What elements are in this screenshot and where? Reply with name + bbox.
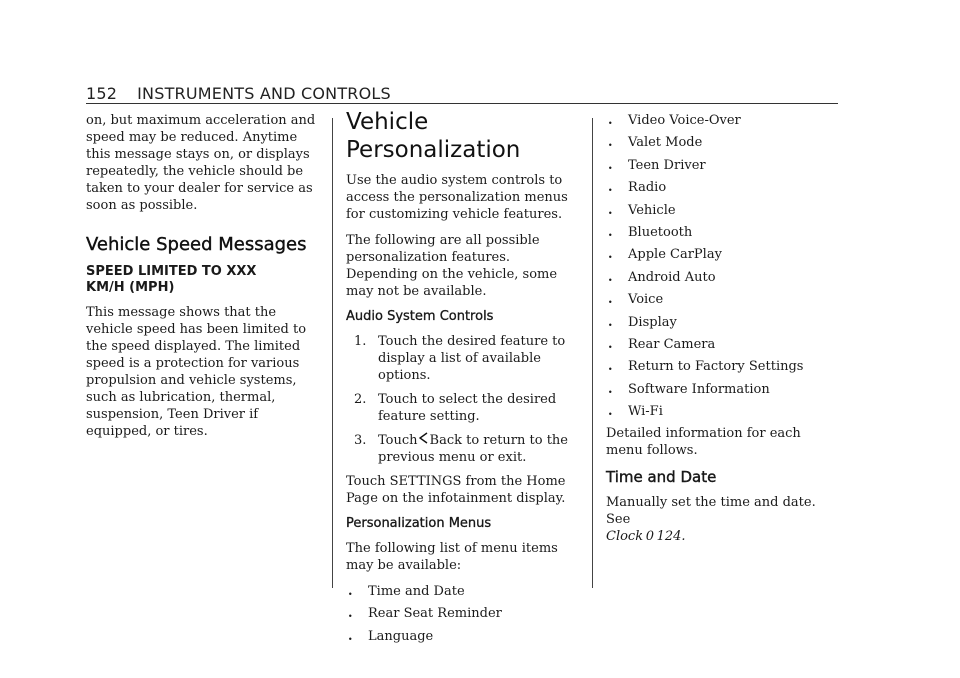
section-title: INSTRUMENTS AND CONTROLS xyxy=(137,84,391,103)
paragraph-time-date xyxy=(606,494,838,545)
message-title-line1: SPEED LIMITED TO XXX xyxy=(86,264,257,279)
column-3 xyxy=(606,112,838,554)
running-header xyxy=(86,84,838,104)
list-item: . Vehicle xyxy=(608,202,676,218)
step-text: Touch to select the desired feature setting. xyxy=(378,392,557,424)
header-rule xyxy=(86,103,838,104)
list-item: . Apple CarPlay xyxy=(608,247,722,263)
paragraph-menu-items: The following list of menu items may be available: xyxy=(346,541,558,573)
step-text-pre: Touch xyxy=(378,433,418,448)
list-item: . Software Information xyxy=(608,381,770,397)
section-heading-personalization: Vehicle Personalization xyxy=(346,109,521,163)
subheading-personalization-menus: Personalization Menus xyxy=(346,516,492,531)
step-number: 2. xyxy=(354,392,367,407)
column-divider-2 xyxy=(592,118,593,588)
step-number: 1. xyxy=(354,334,367,349)
menu-items-list xyxy=(346,583,580,645)
list-item xyxy=(346,333,580,384)
message-title xyxy=(86,264,318,296)
menu-items-list-continued xyxy=(606,112,838,420)
page-ref-symbol: 0 xyxy=(645,529,654,545)
step-text-post: Back to return to the previous menu or exit. xyxy=(378,433,568,465)
chevron-left-icon xyxy=(419,432,429,449)
paragraph-possible-features: The following are all possible personalization features. Depending on the vehicle, some may not be available. xyxy=(346,233,558,299)
list-item: . Rear Camera xyxy=(608,336,716,352)
list-item: . Valet Mode xyxy=(608,135,703,151)
list-item: . Teen Driver xyxy=(608,157,706,173)
list-item: . Bluetooth xyxy=(608,224,693,240)
intro-paragraph: on, but maximum acceleration and speed may be reduced. Anytime this message stays on, or displays repeatedly, the vehicle should be taken to your dealer for service as soon as possible. xyxy=(86,113,316,213)
list-item: . Return to Factory Settings xyxy=(608,359,804,375)
list-item: . Video Voice-Over xyxy=(608,113,741,128)
cross-reference-page: 124. xyxy=(656,529,686,545)
list-item: . Display xyxy=(608,314,677,330)
list-item: . Wi-Fi xyxy=(608,404,663,420)
list-item: . Language xyxy=(348,628,434,644)
message-title-line2: KM/H (MPH) xyxy=(86,280,175,295)
column-2 xyxy=(346,109,580,650)
time-date-text: Manually set the time and date. See xyxy=(606,495,816,528)
page-number: 152 xyxy=(86,84,118,103)
list-item xyxy=(346,391,580,425)
steps-list xyxy=(346,333,580,466)
paragraph-detailed-info: Detailed information for each menu follows. xyxy=(606,426,801,459)
list-item: . Android Auto xyxy=(608,269,716,285)
column-divider-1 xyxy=(332,118,333,588)
list-item: . Radio xyxy=(608,180,667,196)
list-item: . Time and Date xyxy=(348,584,465,599)
list-item xyxy=(346,432,580,466)
list-item: . Voice xyxy=(608,292,664,308)
message-description: This message shows that the vehicle speed has been limited to the speed displayed. The limited speed is a protection for various propulsion and vehicle systems, such as lubrication, thermal, suspension, Teen Driver if equipped, or tires. xyxy=(86,305,307,439)
list-item: . Rear Seat Reminder xyxy=(348,606,502,622)
step-number: 3. xyxy=(354,433,367,448)
cross-reference-link[interactable]: Clock xyxy=(606,529,644,545)
paragraph-audio-controls: Use the audio system controls to access the personalization menus for customizing vehicle features. xyxy=(346,173,568,222)
paragraph-touch-settings: Touch SETTINGS from the Home Page on the infotainment display. xyxy=(346,474,566,506)
column-1 xyxy=(86,112,318,449)
section-heading-speed-messages: Vehicle Speed Messages xyxy=(86,234,307,255)
step-text: Touch the desired feature to display a list of available options. xyxy=(378,334,566,383)
subheading-audio-system-controls: Audio System Controls xyxy=(346,309,494,324)
section-heading-time-date: Time and Date xyxy=(606,468,717,487)
